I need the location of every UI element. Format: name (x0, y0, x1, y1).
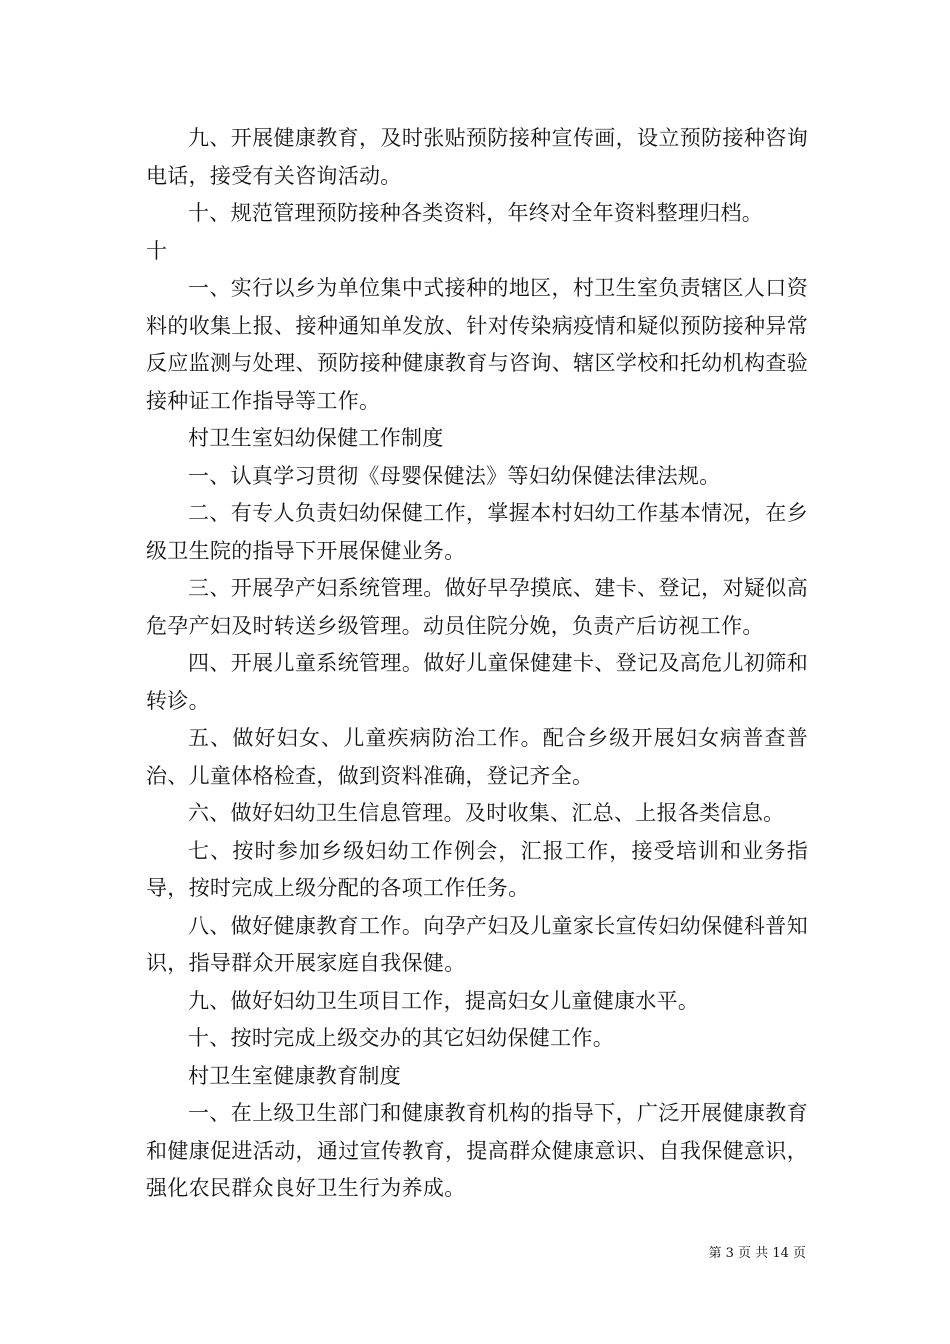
section-heading: 村卫生室健康教育制度 (188, 1063, 401, 1088)
paragraph: 十、按时完成上级交办的其它妇幼保健工作。 (188, 1026, 614, 1050)
paragraph: 十、规范管理预防接种各类资料，年终对全年资料整理归档。 (188, 201, 764, 225)
paragraph: 一、在上级卫生部门和健康教育机构的指导下，广泛开展健康教育和健康促进活动，通过宣传教育，提高群众健康意识、自我保健意识，强化农民群众良好卫生行为养成。 (146, 1101, 808, 1200)
paragraph: 五、做好妇女、儿童疾病防治工作。配合乡级开展妇女病普查普治、儿童体格检查，做到资料准确，登记齐全。 (146, 726, 808, 788)
paragraph: 九、做好妇幼卫生项目工作，提高妇女儿童健康水平。 (188, 988, 700, 1013)
paragraph: 四、开展儿童系统管理。做好儿童保健建卡、登记及高危儿初筛和转诊。 (146, 651, 808, 713)
paragraph: 一、认真学习贯彻《母婴保健法》等妇幼保健法律法规。 (188, 463, 721, 488)
paragraph: 一、实行以乡为单位集中式接种的地区，村卫生室负责辖区人口资料的收集上报、接种通知单发放、针对传染病疫情和疑似预防接种异常反应监测与处理、预防接种健康教育与咨询、辖区学校和托幼机构查验接种证工作指导等工作。 (146, 276, 808, 413)
document-body (146, 120, 808, 1208)
paragraph: 七、按时参加乡级妇幼工作例会，汇报工作，接受培训和业务指导，按时完成上级分配的各项工作任务。 (146, 838, 808, 900)
paragraph: 九、开展健康教育，及时张贴预防接种宣传画，设立预防接种咨询电话，接受有关咨询活动。 (146, 126, 808, 188)
paragraph: 十 (146, 238, 168, 263)
paragraph: 八、做好健康教育工作。向孕产妇及儿童家长宣传妇幼保健科普知识，指导群众开展家庭自我保健。 (146, 913, 808, 975)
paragraph: 二、有专人负责妇幼保健工作，掌握本村妇幼工作基本情况，在乡级卫生院的指导下开展保健业务。 (146, 501, 808, 563)
paragraph: 三、开展孕产妇系统管理。做好早孕摸底、建卡、登记，对疑似高危孕产妇及时转送乡级管理。动员住院分娩，负责产后访视工作。 (146, 576, 808, 638)
paragraph: 六、做好妇幼卫生信息管理。及时收集、汇总、上报各类信息。 (188, 801, 785, 825)
section-heading: 村卫生室妇幼保健工作制度 (188, 426, 444, 450)
page-number: 第 3 页 共 14 页 (708, 1246, 806, 1261)
